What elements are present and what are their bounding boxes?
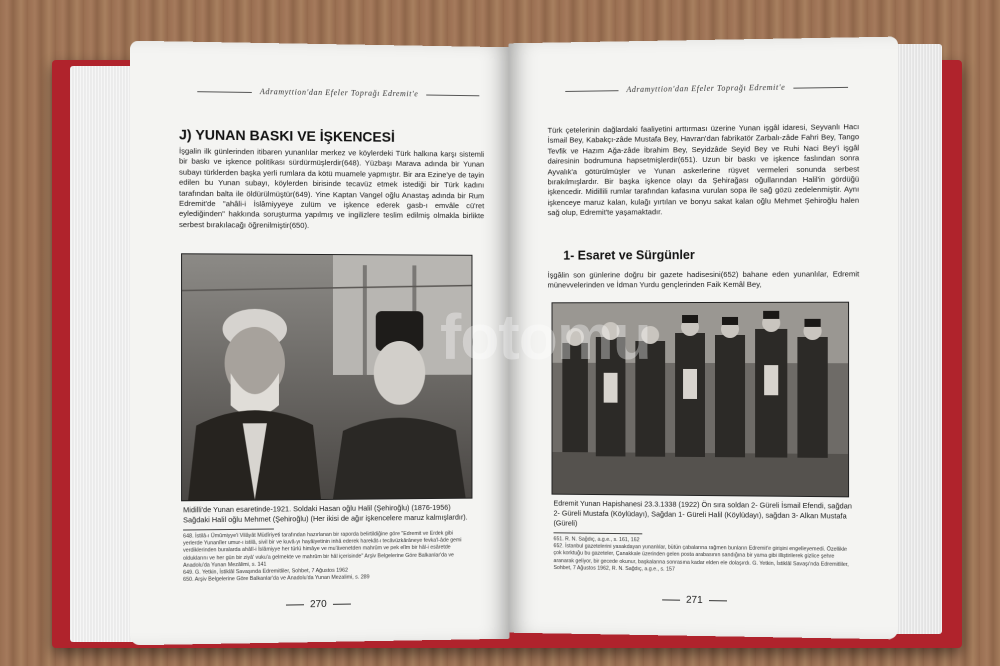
running-title: Adramyttion'dan Efeler Toprağı Edremit'e [557, 82, 856, 97]
footnotes [183, 530, 472, 584]
page-number: 270 [280, 599, 357, 611]
running-title: Adramyttion'dan Efeler Toprağı Edremit'e [189, 86, 487, 101]
footnotes [553, 536, 853, 576]
footnote-rule [183, 529, 274, 531]
footnote-649: 649. G. Yetkin, İstiklâl Savaşında Edremitliler, Sohbet, 7 Ağustos 1962 [183, 567, 348, 576]
body-paragraph: İşgalin ilk günlerinden itibaren yunanlılar merkez ve köylerdeki Türk halkına karşı sistemli bir baskı ve işkence politikası sürdürmüşlerdir(648). Yüzbaşı Marava adında bir Yunan subayı türklerden başka yerli rumlara da kötü muamele yapmıştır. Bir ara Ezine'ye de tayin edilen bu Yunan subayı, köylerden birisinde tecavüz etmek istediği bir Türk kadını tarafından balta ile öldürülmüştür(649). Yine Kaptan Vangel oğlu Anastaş adında bir Rum Edremit'de "ahâli-i İslâmiyyeye zulüm ve işkence ederek gasb-ı emvâle cü'ret eylediğinden" hakkında soruşturma yapılmış ve ingilizlere teslim edilmiş olmakla birlikte serbest bırakılacağı öğrenilmiştir(650). [179, 146, 485, 230]
footnote-651: 651. R. N. Sağdıç, a.g.e., s. 161, 162 [553, 536, 640, 544]
photo-caption: Midilli'de Yunan esaretinde-1921. Soldaki Hasan oğlu Halil (Şehiroğlu) (1876-1956) Sağdaki Halil oğlu Mehmet (Şehiroğlu) (Her ikisi de ağır işkencelere maruz kalmışlardır). [183, 502, 468, 525]
body-paragraph: Türk çetelerinin dağlardaki faaliyetini arttırması üzerine Yunan işgâl idaresi, Seyvanlı Hacı İsmail Bey, Kabakçı-zâde Mustafa Bey, Havran'dan fabrikatör Zarbalı-zâde Fahri Bey, Tango Tevfik ve Hazım Ağa-zâde İbrahim Bey, Seyidzâde Seyid Bey ve Ruhi Naci Bey'i işgâl dairesinin bodrumuna hapsetmişlerdir(651). Uzun bir baskı ve işkence faslından sonra Ayvalık'a götürülmüşler ve Yunan askerlerine rüşvet vermeleri sonunda serbest bırakılmışlardır. Bir başka işkence olayı da Şehirağası oğullarından Halil'in gördüğü işkencedir. Midillili rumlar tarafından kafasına vurulan sopa ile sağ gözü zedelenmiştir. Aynı işkenceye maruz kalan, kulağı yırtılan ve bonyu sakat kalan oğlu Mehmet Şehiroğlu halen sağ olup, Edremit'te yaşamaktadır. [547, 122, 860, 218]
photo-caption: Edremit Yunan Hapishanesi 23.3.1338 (1922) Ön sıra soldan 2- Güreli İsmail Efendi, sağdan 2- Güreli Mustafa (Köylüdayı), Sağdan 1- Güreli Halil (Köylüdayı), sağdan 3- Alkan Mustafa (Güreli) [553, 498, 852, 528]
historical-photo-two-men [181, 253, 472, 501]
section-subheading: 1- Esaret ve Sürgünler [563, 248, 695, 263]
body-paragraph-2: İşgâlin son günlerine doğru bir gazete hadisesini(652) bahane eden yunanlılar, Edremit münevvelerinden ve İdman Yurdu gençlerinden Faik Kemâl Bey, [547, 269, 860, 290]
section-heading: J) YUNAN BASKI VE İŞKENCESİ [179, 126, 395, 145]
footnote-652: 652. İstanbul gazetelerini yasakdayan yunanlılar, bütün çabalarına rağmen bunların Edremit'e girişini engelleyemedi. Özellikle çok korktuğu bu gazeteler, Çanakkale üzerinden gelen posta arabasının sandığına bir yama gibi illiştirilerek gizlice şehre aranarak geliyor, bir gecede okunur, başkalarına sonrasına kadar elden ele dolaşırdı. G. Yetkin, İstiklâl Savaşı'nda Edremitliler, Sohbet, 7 Ağustos 1962, R. N. Sağdıç, a.g.e., s. 157 [553, 543, 849, 573]
footnote-rule [553, 532, 642, 534]
watermark-text: fotomu [440, 301, 651, 373]
footnote-648: 648. İstilâ-ı Ümûmiyye'i Vilâyât Müdîriyeti tarafından hazırlanan bir raporda belirtildiğine göre "Edremit ve Erdek gibi yerlerde Yunanîler umur-ı istilâ, sivil bir ve kuvâ-yı hayâiyetinin inhâ ederek harekât-ı tecâvüzkârâneye fevka'l-âde gemi verdiklerinden buralarda ahâlî-i İslâmiyye her türlü himâye ve mu'âvenetden mahrûm ve pek elîm bir hâl-i esâretde olduklarını ve her gün bir ziyâ' vuku'a gelmekte ve mahrûm bir hâl içerisinde" Arşiv Belgelerine Göre Balkanlar'da ve Anadolu'da Yunan Mezâlimi, s. 141 [183, 530, 462, 569]
footnote-650: 650. Arşiv Belgelerine Göre Balkanlar'da ve Anadolu'da Yunan Mezalimi, s. 289 [183, 574, 370, 584]
page-number: 271 [656, 595, 733, 607]
